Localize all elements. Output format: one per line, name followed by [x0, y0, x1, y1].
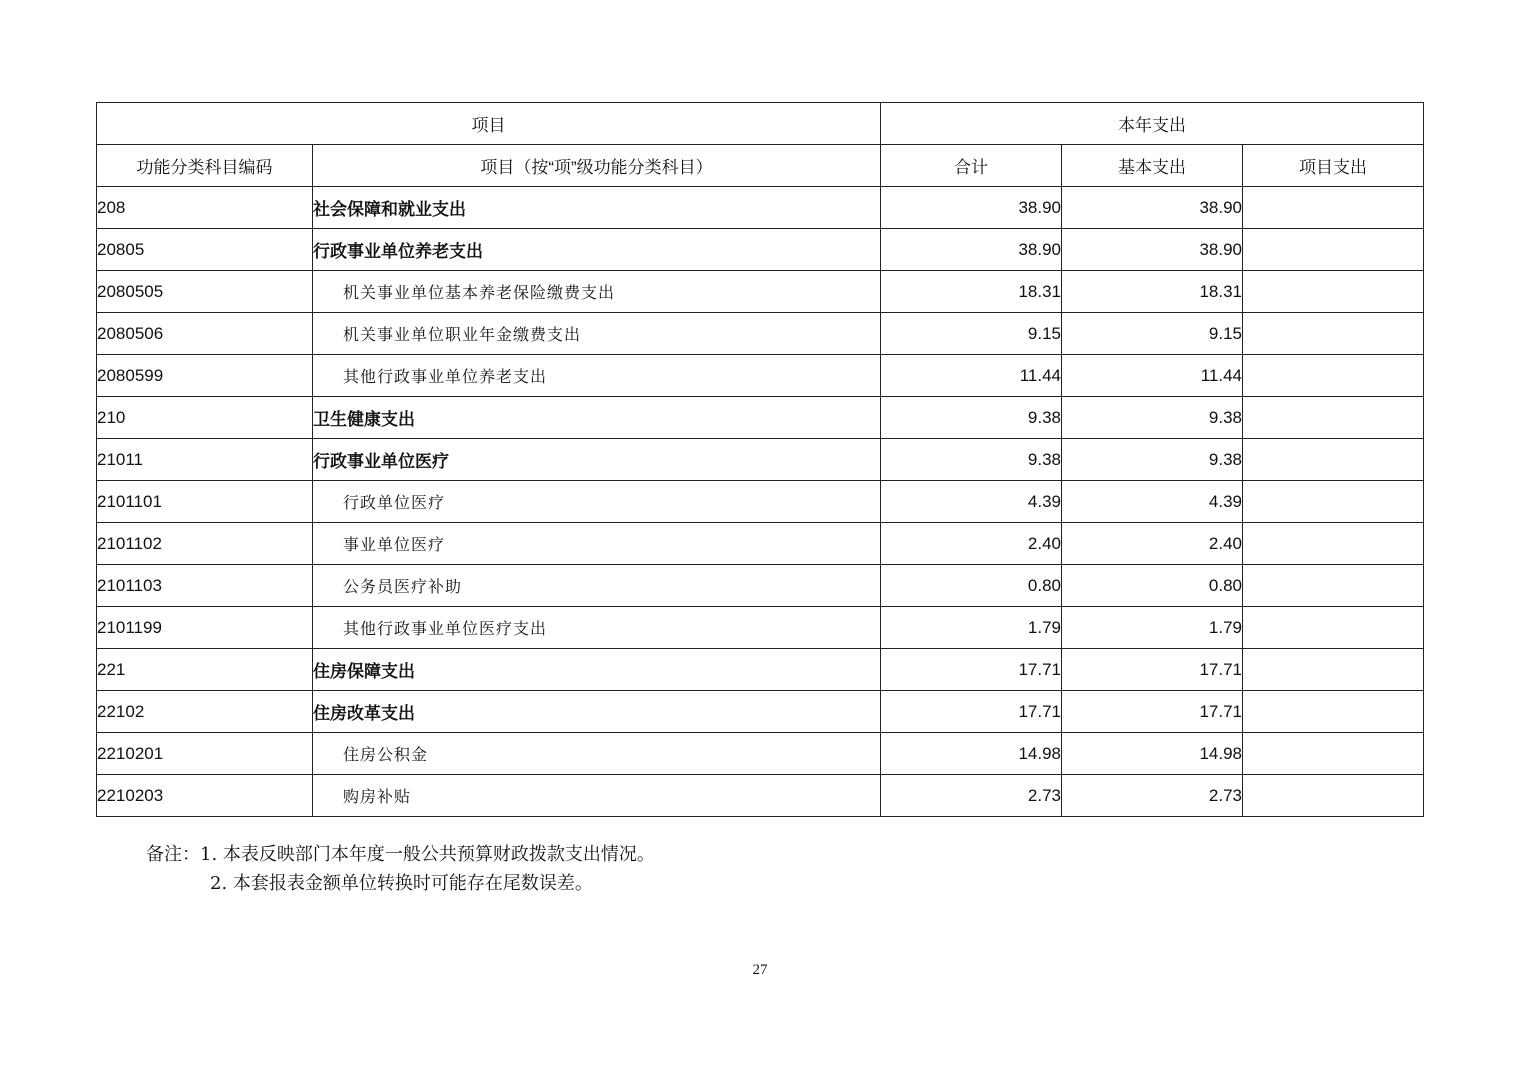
note-line-1: 备注：1. 本表反映部门本年度一般公共预算财政拨款支出情况。 — [146, 844, 655, 865]
row-total: 17.71 — [881, 649, 1062, 691]
row-total: 17.71 — [881, 691, 1062, 733]
table-row — [97, 313, 1424, 355]
row-total: 4.39 — [881, 481, 1062, 523]
row-project — [1243, 229, 1424, 271]
table-row — [97, 187, 1424, 229]
row-total: 9.15 — [881, 313, 1062, 355]
row-name: 机关事业单位基本养老保险缴费支出 — [313, 271, 881, 313]
row-code: 2080506 — [97, 313, 313, 355]
table-row — [97, 355, 1424, 397]
table-row — [97, 229, 1424, 271]
row-project — [1243, 271, 1424, 313]
row-total: 9.38 — [881, 439, 1062, 481]
note-line-2: 2. 本套报表金额单位转换时可能存在尾数误差。 — [210, 873, 593, 894]
row-code: 2101102 — [97, 523, 313, 565]
row-name: 其他行政事业单位养老支出 — [313, 355, 881, 397]
table-row — [97, 481, 1424, 523]
header-basic: 基本支出 — [1062, 145, 1243, 187]
row-name: 行政事业单位医疗 — [313, 439, 881, 481]
header-row-top — [97, 103, 1424, 145]
row-code: 2101101 — [97, 481, 313, 523]
row-total: 11.44 — [881, 355, 1062, 397]
row-name: 住房改革支出 — [313, 691, 881, 733]
row-total: 0.80 — [881, 565, 1062, 607]
row-project — [1243, 481, 1424, 523]
row-code: 221 — [97, 649, 313, 691]
row-basic: 14.98 — [1062, 733, 1243, 775]
row-name: 购房补贴 — [313, 775, 881, 817]
notes — [146, 840, 655, 898]
header-year-expense: 本年支出 — [881, 103, 1424, 145]
row-total: 9.38 — [881, 397, 1062, 439]
row-total: 14.98 — [881, 733, 1062, 775]
row-project — [1243, 523, 1424, 565]
table-row — [97, 271, 1424, 313]
budget-table — [96, 102, 1424, 817]
header-row-sub — [97, 145, 1424, 187]
row-total: 18.31 — [881, 271, 1062, 313]
row-name: 卫生健康支出 — [313, 397, 881, 439]
row-name: 其他行政事业单位医疗支出 — [313, 607, 881, 649]
row-code: 2080505 — [97, 271, 313, 313]
row-project — [1243, 565, 1424, 607]
header-project-expense: 项目支出 — [1243, 145, 1424, 187]
row-project — [1243, 397, 1424, 439]
header-total: 合计 — [881, 145, 1062, 187]
header-name: 项目（按“项”级功能分类科目） — [313, 145, 881, 187]
row-basic: 2.73 — [1062, 775, 1243, 817]
row-basic: 17.71 — [1062, 691, 1243, 733]
table-row — [97, 649, 1424, 691]
row-code: 2080599 — [97, 355, 313, 397]
table-row — [97, 607, 1424, 649]
row-code: 208 — [97, 187, 313, 229]
row-basic: 38.90 — [1062, 229, 1243, 271]
table-row — [97, 565, 1424, 607]
row-name: 公务员医疗补助 — [313, 565, 881, 607]
row-code: 210 — [97, 397, 313, 439]
row-project — [1243, 187, 1424, 229]
row-total: 2.40 — [881, 523, 1062, 565]
row-basic: 0.80 — [1062, 565, 1243, 607]
row-code: 2210201 — [97, 733, 313, 775]
row-project — [1243, 313, 1424, 355]
table-row — [97, 439, 1424, 481]
row-project — [1243, 733, 1424, 775]
row-code: 22102 — [97, 691, 313, 733]
row-basic: 9.38 — [1062, 439, 1243, 481]
row-name: 机关事业单位职业年金缴费支出 — [313, 313, 881, 355]
row-project — [1243, 691, 1424, 733]
header-code: 功能分类科目编码 — [97, 145, 313, 187]
row-project — [1243, 775, 1424, 817]
row-total: 2.73 — [881, 775, 1062, 817]
row-project — [1243, 649, 1424, 691]
row-code: 2101199 — [97, 607, 313, 649]
table-row — [97, 397, 1424, 439]
table-row — [97, 733, 1424, 775]
row-name: 住房公积金 — [313, 733, 881, 775]
table-row — [97, 691, 1424, 733]
row-project — [1243, 355, 1424, 397]
row-basic: 1.79 — [1062, 607, 1243, 649]
page-number: 27 — [752, 962, 768, 978]
row-code: 20805 — [97, 229, 313, 271]
row-code: 21011 — [97, 439, 313, 481]
row-basic: 38.90 — [1062, 187, 1243, 229]
row-code: 2210203 — [97, 775, 313, 817]
row-basic: 4.39 — [1062, 481, 1243, 523]
table-row — [97, 523, 1424, 565]
row-basic: 17.71 — [1062, 649, 1243, 691]
row-basic: 9.15 — [1062, 313, 1243, 355]
row-total: 38.90 — [881, 187, 1062, 229]
row-name: 行政单位医疗 — [313, 481, 881, 523]
row-code: 2101103 — [97, 565, 313, 607]
table-row — [97, 775, 1424, 817]
row-basic: 18.31 — [1062, 271, 1243, 313]
row-basic: 9.38 — [1062, 397, 1243, 439]
row-total: 1.79 — [881, 607, 1062, 649]
row-project — [1243, 439, 1424, 481]
row-name: 社会保障和就业支出 — [313, 187, 881, 229]
row-basic: 11.44 — [1062, 355, 1243, 397]
row-name: 住房保障支出 — [313, 649, 881, 691]
row-basic: 2.40 — [1062, 523, 1243, 565]
row-project — [1243, 607, 1424, 649]
row-name: 事业单位医疗 — [313, 523, 881, 565]
row-total: 38.90 — [881, 229, 1062, 271]
header-project: 项目 — [97, 103, 881, 145]
row-name: 行政事业单位养老支出 — [313, 229, 881, 271]
